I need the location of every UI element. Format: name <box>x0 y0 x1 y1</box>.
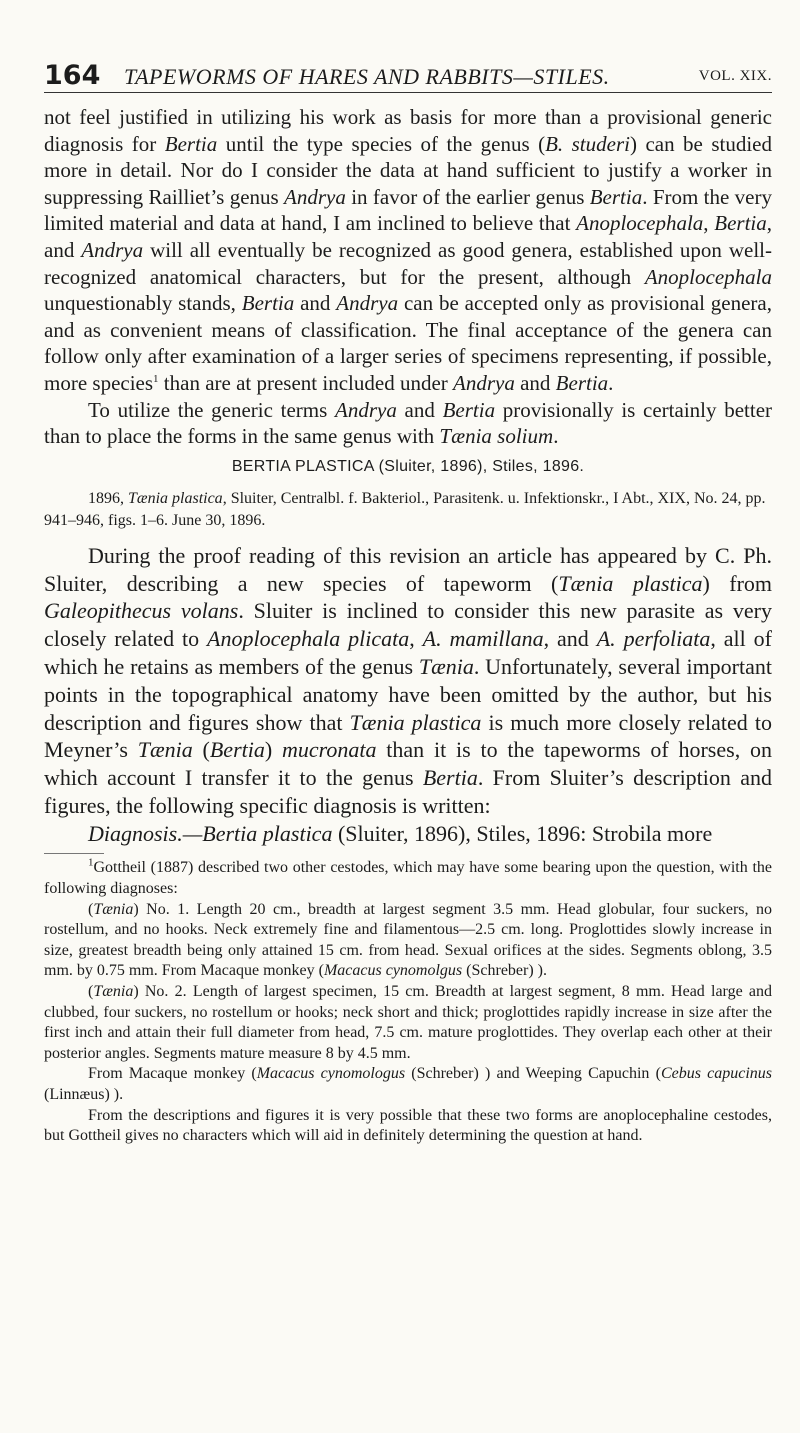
paragraph-1: not feel justified in utilizing his work as basis for more than a provisional generic diagnosis for Bertia until the type species of the genus (B. studeri) can be studied more in detail. Nor do I consider the data at hand sufficient to justify a worker in suppressing Railliet’s genus Andrya in favor of the earlier genus Bertia. From the very limited material and data at hand, I am inclined to believe that Anoplocephala, Bertia, and Andrya will all eventually be recognized as good genera, established upon well-recognized anatomical characters, but for the present, although Anoplocephala unquestionably stands, Bertia and Andrya can be accepted only as provisional genera, and as convenient means of classification. The final acceptance of the genera can follow only after examination of a larger series of specimens representing, if possible, more species$^1$ than are at present included under Andrya and Bertia. <box>44 105 773 395</box>
footnote-line-2: (Tænia) No. 1. Length 20 cm., breadth at largest segment 3.5 mm. Head globular, four suckers, no rostellum, and no hooks. Neck extremely fine and filamentous—2.5 cm. long. Proglottides slowly increase in size, greatest breadth being only attained 15 cm. from head. Sexual orifices at the sides. Segments oblong, 3.5 mm. by 0.75 mm. From Macaque monkey (Macacus cynomolgus (Schreber) ). <box>44 900 772 980</box>
page-body <box>44 104 772 1147</box>
footnote-line-4: From Macaque monkey (Macacus cynomologus (Schreber) ) and Weeping Capuchin (Cebus capucinus (Linnæus) ). <box>44 1065 773 1104</box>
paragraph-3: During the proof reading of this revision an article has appeared by C. Ph. Sluiter, describing a new species of tapeworm (Tænia plastica) from Galeopithecus volans. Sluiter is inclined to consider this new parasite as very closely related to Anoplocephala plicata, A. mamillana, and A. perfoliata, all of which he retains as members of the genus Tænia. Unfortunately, several important points in the topographical anatomy have been omitted by the author, but his description and figures show that Tænia plastica is much more closely related to Meyner’s Tænia (Bertia) mucronata than it is to the tapeworms of horses, on which account I transfer it to the genus Bertia. From Sluiter’s description and figures, the following specific diagnosis is written: <box>44 542 773 818</box>
paragraph-2: To utilize the generic terms Andrya and Bertia provisionally is certainly better than to place the forms in the same genus with Tænia solium. <box>44 397 773 449</box>
footnote-divider <box>44 853 104 854</box>
section-title: BERTIA PLASTICA (Sluiter, 1896), Stiles, 1896. <box>231 457 585 475</box>
footnote-ref: 1 <box>153 372 159 385</box>
footnote <box>44 858 772 1146</box>
running-title: TAPEWORMS OF HARES AND RABBITS—STILES. <box>124 64 610 89</box>
page-number: 164 <box>44 60 101 91</box>
running-header <box>44 52 772 93</box>
footnote-line-5: From the descriptions and figures it is very possible that these two forms are anoplocephaline cestodes, but Gottheil gives no characters which will aid in definitely determining the question at hand. <box>44 1106 772 1145</box>
synonymy-citation: 1896, Tænia plastica, Sluiter, Centralbl. f. Bakteriol., Parasitenk. u. Infektionskr., I Abt., XIX, No. 24, pp. 941–946, figs. 1–6. June 30, 1896. <box>44 489 766 529</box>
footnote-line-1: $^1$Gottheil (1887) described two other cestodes, which may have some bearing upon the question, with the following diagnoses: <box>44 857 772 898</box>
paragraph-4-diagnosis: Diagnosis.—Bertia plastica (Sluiter, 1896), Stiles, 1896: Strobila more <box>88 820 713 846</box>
footnote-line-3: (Tænia) No. 2. Length of largest specimen, 15 cm. Breadth at largest segment, 8 mm. Head large and clubbed, four suckers, no rostellum or hooks; neck short and thick; proglottides rapidly increase in size after the first inch and attain their full diameter from head, 7.5 cm. mature proglottides. They overlap each other at their posterior angles. Segments mature measure 8 by 4.5 mm. <box>44 983 772 1062</box>
volume-label: VOL. XIX. <box>698 68 772 84</box>
